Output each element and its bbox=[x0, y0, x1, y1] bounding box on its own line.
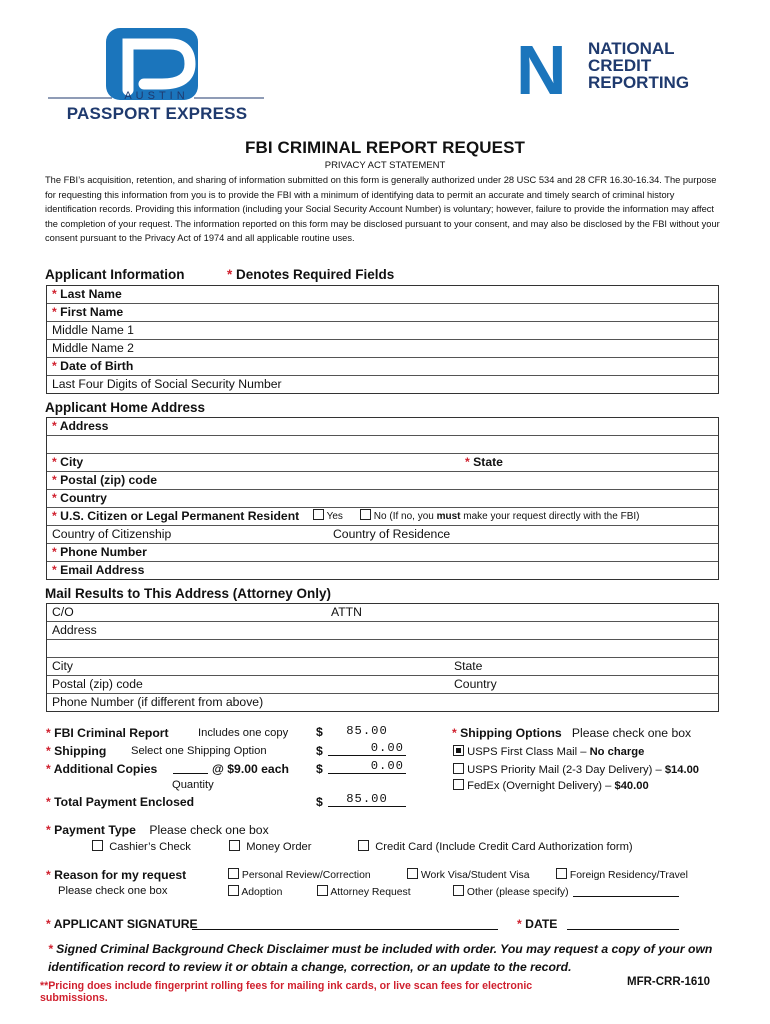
pricing-note: **Pricing does include fingerprint rolling fees for mailing ink cards, or live scan fees for electronic submissions. bbox=[40, 980, 533, 1004]
phone-number-field[interactable]: * Phone Number bbox=[47, 544, 718, 562]
amount-shipping[interactable]: 0.00 bbox=[328, 741, 406, 756]
quantity-label: Quantity bbox=[172, 779, 214, 791]
privacy-heading: PRIVACY ACT STATEMENT bbox=[324, 160, 446, 171]
applicant-info-heading: Applicant Information bbox=[45, 267, 185, 282]
fbi-report-label: * FBI Criminal Report bbox=[46, 726, 169, 740]
middle-name-2-field[interactable]: Middle Name 2 bbox=[47, 340, 718, 358]
form-code: MFR-CRR-1610 bbox=[627, 976, 711, 988]
copies-price-label: @ $9.00 each bbox=[212, 762, 289, 776]
city-state-row[interactable]: * City * State bbox=[47, 454, 718, 472]
signature-input[interactable] bbox=[192, 917, 498, 930]
other-checkbox[interactable] bbox=[453, 885, 464, 896]
country-field[interactable]: * Country bbox=[47, 490, 718, 508]
national-credit-reporting-logo bbox=[516, 31, 716, 109]
amount-copies[interactable]: 0.00 bbox=[328, 759, 406, 774]
attorney-request-checkbox[interactable] bbox=[317, 885, 328, 896]
payment-type-heading: * Payment Type Please check one box bbox=[46, 823, 269, 837]
citizen-yes-option[interactable]: Yes bbox=[313, 508, 343, 525]
address-field[interactable]: * Address bbox=[47, 418, 718, 436]
applicant-info-table bbox=[46, 285, 719, 394]
ncr-n-letter: N bbox=[516, 31, 567, 109]
includes-copy-note: Includes one copy bbox=[198, 727, 289, 739]
date-label: * DATE bbox=[517, 917, 558, 931]
reason-work-option[interactable]: Work Visa/Student Visa bbox=[407, 868, 529, 881]
citizen-row: * U.S. Citizen or Legal Permanent Resident Yes No (If no, you must make your request directly with the FBI) bbox=[47, 508, 718, 526]
co-attn-row[interactable]: C/O ATTN bbox=[47, 604, 718, 622]
disclaimer-text: * Signed Criminal Background Check Disclaimer must be included with order. You may request a copy of your own identification record to review it or obtain a change, correction, or an update to the record. bbox=[48, 942, 713, 974]
mail-postal-country-row[interactable]: Postal (zip) code Country bbox=[47, 676, 718, 694]
other-specify-input[interactable] bbox=[573, 885, 679, 897]
postal-code-field[interactable]: * Postal (zip) code bbox=[47, 472, 718, 490]
ssn-last-four-field[interactable]: Last Four Digits of Social Security Number bbox=[52, 377, 282, 391]
select-shipping-note: Select one Shipping Option bbox=[131, 745, 267, 757]
mail-results-heading: Mail Results to This Address (Attorney Only) bbox=[45, 586, 332, 601]
dollar-sign-copies: $ bbox=[316, 762, 323, 776]
additional-copies-label: * Additional Copies bbox=[46, 762, 158, 776]
reason-foreign-option[interactable]: Foreign Residency/Travel bbox=[556, 868, 688, 881]
amount-report[interactable]: 85.00 bbox=[346, 724, 388, 738]
fedex-checkbox[interactable] bbox=[453, 779, 464, 790]
personal-review-checkbox[interactable] bbox=[228, 868, 239, 879]
dollar-sign-total: $ bbox=[316, 795, 323, 809]
citizen-no-option[interactable]: No (If no, you must make your request directly with the FBI) bbox=[360, 508, 639, 525]
amount-total[interactable]: 85.00 bbox=[328, 792, 406, 807]
cashiers-check-checkbox[interactable] bbox=[92, 840, 103, 851]
credit-card-checkbox[interactable] bbox=[358, 840, 369, 851]
home-address-heading: Applicant Home Address bbox=[45, 400, 206, 415]
citizen-yes-checkbox[interactable] bbox=[313, 509, 324, 520]
home-address-table bbox=[46, 417, 719, 580]
foreign-residency-checkbox[interactable] bbox=[556, 868, 567, 879]
reason-personal-option[interactable]: Personal Review/Correction bbox=[228, 868, 371, 881]
signature-label: * APPLICANT SIGNATURE bbox=[46, 917, 198, 931]
austin-passport-express-logo bbox=[44, 28, 269, 123]
citizenship-residence-row[interactable]: Country of Citizenship Country of Residence bbox=[47, 526, 718, 544]
country-of-residence-label: Country of Residence bbox=[333, 527, 451, 541]
state-label: * State bbox=[465, 455, 503, 469]
payment-cashiers-option[interactable]: Cashier’s Check bbox=[92, 840, 191, 853]
dollar-sign-report: $ bbox=[316, 725, 323, 739]
passport-express-text: PASSPORT EXPRESS bbox=[66, 104, 248, 123]
middle-name-1-field[interactable]: Middle Name 1 bbox=[47, 322, 718, 340]
austin-text: AUSTIN bbox=[124, 90, 189, 102]
privacy-statement: The FBI’s acquisition, retention, and sharing of information submitted on this form is generally authorized under 28 USC 534 and 28 CFR 16.30-16.34. The purpose for requesting this information from you is to provide the FBI with a minimum of identifying data to permit an accurate and timely search of criminal history identification records. Providing this information (including your Social Security Account Number) is voluntary; however, failure to provide the information may affect the completion of your request. The information reported on this form may be disclosed pursuant to your consent, and may also be disclosed by the FBI without your consent pursuant to the Privacy Act of 1974 and all applicable routine uses. bbox=[45, 175, 720, 244]
work-visa-checkbox[interactable] bbox=[407, 868, 418, 879]
payment-money-order-option[interactable]: Money Order bbox=[229, 840, 312, 853]
shipping-fedex-option[interactable]: FedEx (Overnight Delivery) – $40.00 bbox=[453, 779, 649, 792]
payment-credit-card-option[interactable]: Credit Card (Include Credit Card Authorization form) bbox=[358, 840, 633, 853]
shipping-usps-priority-option[interactable]: USPS Priority Mail (2-3 Day Delivery) – $14.00 bbox=[453, 763, 699, 776]
ncr-line-credit: CREDIT bbox=[588, 56, 652, 75]
shipping-options-heading: * Shipping Options Please check one box bbox=[452, 726, 692, 740]
mail-state-label: State bbox=[454, 659, 483, 673]
dollar-sign-shipping: $ bbox=[316, 744, 323, 758]
ncr-line-reporting: REPORTING bbox=[588, 73, 690, 92]
mail-city-state-row[interactable]: City State bbox=[47, 658, 718, 676]
date-input[interactable] bbox=[567, 917, 679, 930]
reason-other-option[interactable]: Other (please specify) bbox=[453, 885, 569, 898]
reason-heading: * Reason for my request bbox=[46, 868, 187, 882]
required-fields-note: * Denotes Required Fields bbox=[227, 267, 395, 282]
mail-address-field[interactable]: Address bbox=[47, 622, 718, 640]
mail-phone-field[interactable]: Phone Number (if different from above) bbox=[52, 695, 264, 709]
reason-attorney-option[interactable]: Attorney Request bbox=[317, 885, 411, 898]
attn-label: ATTN bbox=[331, 605, 362, 619]
total-payment-label: * Total Payment Enclosed bbox=[46, 795, 195, 809]
date-of-birth-field[interactable]: * Date of Birth bbox=[47, 358, 718, 376]
copies-quantity-input[interactable] bbox=[173, 761, 208, 774]
reason-adoption-option[interactable]: Adoption bbox=[228, 885, 282, 898]
adoption-checkbox[interactable] bbox=[228, 885, 239, 896]
email-address-field[interactable]: * Email Address bbox=[52, 563, 145, 577]
address-line-2-field[interactable] bbox=[47, 436, 718, 454]
usps-first-checkbox[interactable] bbox=[453, 745, 464, 756]
ncr-line-national: NATIONAL bbox=[588, 39, 675, 58]
shipping-usps-first-option[interactable]: USPS First Class Mail – No charge bbox=[453, 745, 644, 758]
shipping-label: * Shipping bbox=[46, 744, 107, 758]
reason-note: Please check one box bbox=[58, 885, 168, 897]
money-order-checkbox[interactable] bbox=[229, 840, 240, 851]
last-name-field[interactable]: * Last Name bbox=[47, 286, 718, 304]
usps-priority-checkbox[interactable] bbox=[453, 763, 464, 774]
citizen-no-checkbox[interactable] bbox=[360, 509, 371, 520]
mail-results-table bbox=[46, 603, 719, 712]
page-title: FBI CRIMINAL REPORT REQUEST bbox=[244, 138, 526, 157]
first-name-field[interactable]: * First Name bbox=[47, 304, 718, 322]
mail-country-label: Country bbox=[454, 677, 497, 691]
mail-address-line-2-field[interactable] bbox=[47, 640, 718, 658]
